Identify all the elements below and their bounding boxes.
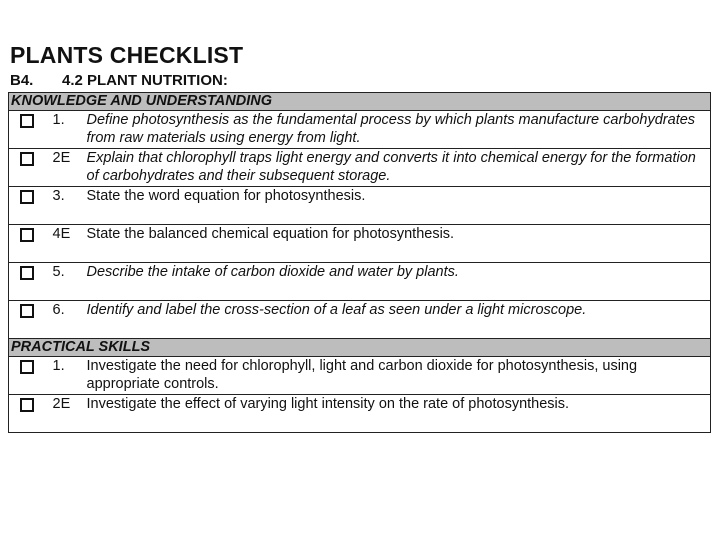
checkbox[interactable] — [20, 152, 34, 166]
section-heading: PRACTICAL SKILLS — [9, 339, 711, 357]
checklist-row — [9, 187, 711, 225]
checkbox[interactable] — [20, 360, 34, 374]
page-title: PLANTS CHECKLIST — [10, 42, 244, 68]
item-text: Investigate the need for chlorophyll, light and carbon dioxide for photosynthesis, using appropriate controls. — [87, 357, 711, 395]
topic-code: B4. — [10, 72, 34, 89]
checkbox[interactable] — [20, 190, 34, 204]
item-number: 2E — [45, 149, 87, 187]
checklist-row — [9, 263, 711, 301]
checklist-row — [9, 395, 711, 433]
checkbox[interactable] — [20, 114, 34, 128]
item-number: 4E — [45, 225, 87, 263]
checkbox[interactable] — [20, 398, 34, 412]
checklist-row — [9, 301, 711, 339]
checkbox[interactable] — [20, 228, 34, 242]
section-header-practical — [9, 339, 711, 357]
checklist-row — [9, 111, 711, 149]
checklist-table — [8, 92, 711, 433]
item-text: Define photosynthesis as the fundamental process by which plants manufacture carbohydrates from raw materials using energy from light. — [87, 111, 711, 149]
item-text: State the balanced chemical equation for photosynthesis. — [87, 225, 711, 263]
item-number: 6. — [45, 301, 87, 339]
item-number: 1. — [45, 111, 87, 149]
item-text: State the word equation for photosynthesis. — [87, 187, 711, 225]
item-number: 1. — [45, 357, 87, 395]
item-text: Investigate the effect of varying light intensity on the rate of photosynthesis. — [87, 395, 711, 433]
section-heading: KNOWLEDGE AND UNDERSTANDING — [9, 93, 711, 111]
item-text: Explain that chlorophyll traps light energy and converts it into chemical energy for the formation of carbohydrates and their subsequent storage. — [87, 149, 711, 187]
item-text: Identify and label the cross-section of a leaf as seen under a light microscope. — [87, 301, 711, 339]
checklist-row — [9, 357, 711, 395]
checkbox[interactable] — [20, 304, 34, 318]
section-header-knowledge — [9, 93, 711, 111]
topic-heading — [10, 72, 228, 89]
item-text: Describe the intake of carbon dioxide and water by plants. — [87, 263, 711, 301]
item-number: 5. — [45, 263, 87, 301]
item-number: 3. — [45, 187, 87, 225]
item-number: 2E — [45, 395, 87, 433]
checklist-row — [9, 225, 711, 263]
checkbox[interactable] — [20, 266, 34, 280]
topic-name: 4.2 PLANT NUTRITION: — [62, 72, 228, 89]
checklist-row — [9, 149, 711, 187]
